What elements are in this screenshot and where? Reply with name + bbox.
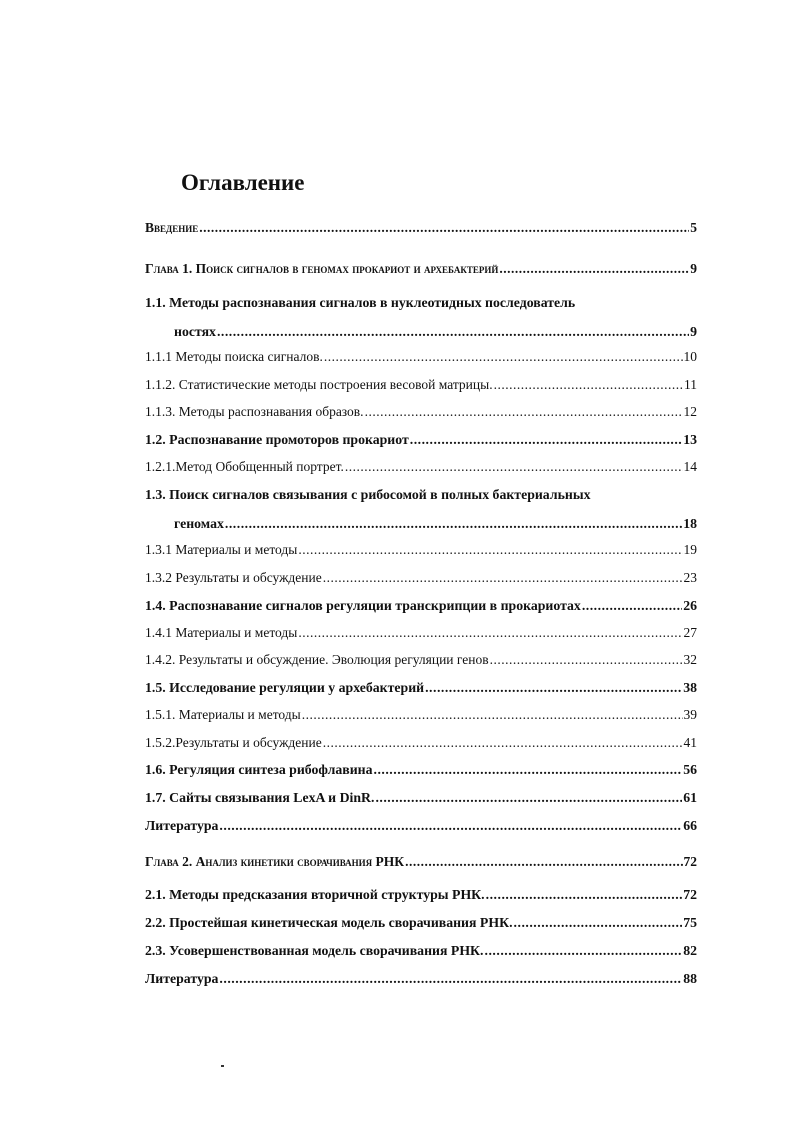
toc-entry[interactable]	[145, 679, 697, 697]
toc-entry-page: 14	[683, 459, 697, 474]
toc-entry-page: 12	[683, 404, 697, 419]
dot-leader	[324, 348, 683, 366]
toc-entry[interactable]	[145, 914, 697, 932]
dot-leader	[323, 734, 683, 752]
dot-leader	[302, 706, 683, 724]
toc-entry-title: Литература	[145, 971, 219, 986]
page-title: Оглавление	[181, 170, 305, 195]
toc-entry[interactable]	[145, 403, 697, 421]
dot-leader	[345, 458, 683, 476]
toc-entry[interactable]	[145, 458, 697, 476]
toc-entry[interactable]	[145, 431, 697, 449]
toc-entry-page: 5	[690, 220, 697, 235]
dot-leader	[490, 651, 683, 669]
dot-leader	[514, 914, 683, 932]
toc-entry-page: 41	[683, 735, 697, 750]
dot-leader	[486, 886, 683, 904]
toc-entry[interactable]	[145, 624, 697, 642]
scan-mark	[221, 1065, 224, 1067]
toc-entry-title: 1.1. Методы распознавания сигналов в нуклеотидных последователь	[145, 295, 576, 310]
toc-entry-title: геномах	[174, 516, 224, 531]
toc-entry-page: 61	[683, 790, 697, 805]
toc-entry-title: 2.2. Простейшая кинетическая модель сворачивания РНК.	[145, 915, 513, 930]
toc-entry-title: 1.1.2. Статистические методы построения весовой матрицы.	[145, 377, 493, 392]
toc-entry-title: 1.3.1 Материалы и методы	[145, 542, 298, 557]
dot-leader	[323, 569, 683, 587]
toc-entry-title: 1.5. Исследование регуляции у архебактерий	[145, 680, 425, 695]
dot-leader	[199, 219, 689, 237]
toc-entry-title: 1.3.2 Результаты и обсуждение	[145, 570, 322, 585]
dot-leader	[217, 323, 689, 341]
dot-leader	[410, 431, 682, 449]
toc-entry[interactable]	[174, 515, 697, 533]
toc-entry-page: 72	[683, 887, 697, 902]
toc-entry-page: 27	[683, 625, 697, 640]
dot-leader	[375, 789, 682, 807]
toc-entry[interactable]	[145, 219, 697, 237]
toc-entry[interactable]	[145, 886, 697, 904]
toc-entry-title: 1.4.2. Результаты и обсуждение. Эволюция регуляции генов	[145, 652, 489, 667]
toc-entry-page: 23	[683, 570, 697, 585]
toc-entry-page: 72	[683, 854, 697, 869]
dot-leader	[374, 761, 683, 779]
toc-entry[interactable]	[145, 651, 697, 669]
toc-entry[interactable]	[145, 294, 705, 312]
toc-entry[interactable]	[145, 970, 697, 988]
toc-entry-title: 2.3. Усовершенствованная модель сворачивания РНК.	[145, 943, 484, 958]
dot-leader	[494, 376, 683, 394]
dot-leader	[298, 541, 682, 559]
toc-entry-page: 18	[683, 516, 697, 531]
toc-entry[interactable]	[145, 761, 697, 779]
dot-leader	[405, 853, 682, 871]
toc-entry-page: 66	[683, 818, 697, 833]
toc-entry-title: 1.6. Регуляция синтеза рибофлавина	[145, 762, 373, 777]
toc-entry-page: 13	[683, 432, 697, 447]
toc-entry-page: 9	[690, 261, 697, 276]
toc-entry-page: 11	[684, 377, 697, 392]
toc-entry-title: ностях	[174, 324, 216, 339]
toc-entry-page: 19	[683, 542, 697, 557]
toc-entry[interactable]	[174, 323, 697, 341]
toc-entry-title: 1.5.2.Результаты и обсуждение	[145, 735, 322, 750]
toc-entry[interactable]	[145, 817, 697, 835]
toc-entry[interactable]	[145, 348, 697, 366]
toc-entry-title: Глава 1. Поиск сигналов в геномах прокариот и архебактерий	[145, 261, 499, 276]
toc-entry[interactable]	[145, 789, 697, 807]
toc-entry-page: 88	[683, 971, 697, 986]
toc-entry-page: 56	[683, 762, 697, 777]
dot-leader	[499, 260, 689, 278]
dot-leader	[425, 679, 682, 697]
dot-leader	[225, 515, 682, 533]
toc-entry-title: 1.4.1 Материалы и методы	[145, 625, 298, 640]
toc-entry-page: 38	[683, 680, 697, 695]
toc-entry[interactable]	[145, 376, 697, 394]
dot-leader	[485, 942, 683, 960]
dot-leader	[219, 970, 682, 988]
toc-entry[interactable]	[145, 541, 697, 559]
dot-leader	[298, 624, 682, 642]
toc-entry-title: 1.7. Сайты связывания LexA и DinR.	[145, 790, 375, 805]
toc-entry[interactable]	[145, 853, 697, 871]
toc-entry-title: 1.1.3. Методы распознавания образов.	[145, 404, 364, 419]
toc-entry-title: 2.1. Методы предсказания вторичной структуры РНК.	[145, 887, 485, 902]
toc-entry-page: 32	[683, 652, 697, 667]
toc-entry-title: Литература	[145, 818, 219, 833]
toc-entry-title: 1.2.1.Метод Обобщенный портрет.	[145, 459, 344, 474]
toc-entry-page: 82	[683, 943, 697, 958]
toc-entry-title: Введение	[145, 220, 199, 235]
toc-entry[interactable]	[145, 734, 697, 752]
toc-entry-page: 9	[690, 324, 697, 339]
toc-entry-title: 1.1.1 Методы поиска сигналов.	[145, 349, 323, 364]
toc-entry-page: 26	[683, 598, 697, 613]
toc-entry[interactable]	[145, 569, 697, 587]
toc-entry[interactable]	[145, 942, 697, 960]
toc-entry[interactable]	[145, 597, 697, 615]
toc-entry-page: 75	[683, 915, 697, 930]
toc-entry-title: 1.5.1. Материалы и методы	[145, 707, 301, 722]
dot-leader	[365, 403, 683, 421]
toc-entry-title: Глава 2. Анализ кинетики сворачивания РНК	[145, 854, 405, 869]
toc-entry-page: 10	[683, 349, 697, 364]
toc-entry-title: 1.3. Поиск сигналов связывания с рибосомой в полных бактериальных	[145, 487, 591, 502]
toc-entry[interactable]	[145, 260, 697, 278]
toc-entry-title: 1.2. Распознавание промоторов прокариот	[145, 432, 409, 447]
toc-entry-title: 1.4. Распознавание сигналов регуляции транскрипции в прокариотах	[145, 598, 581, 613]
dot-leader	[219, 817, 682, 835]
toc-entry-page: 39	[683, 707, 697, 722]
toc-entry[interactable]	[145, 706, 697, 724]
dot-leader	[582, 597, 682, 615]
toc-entry[interactable]	[145, 486, 705, 504]
